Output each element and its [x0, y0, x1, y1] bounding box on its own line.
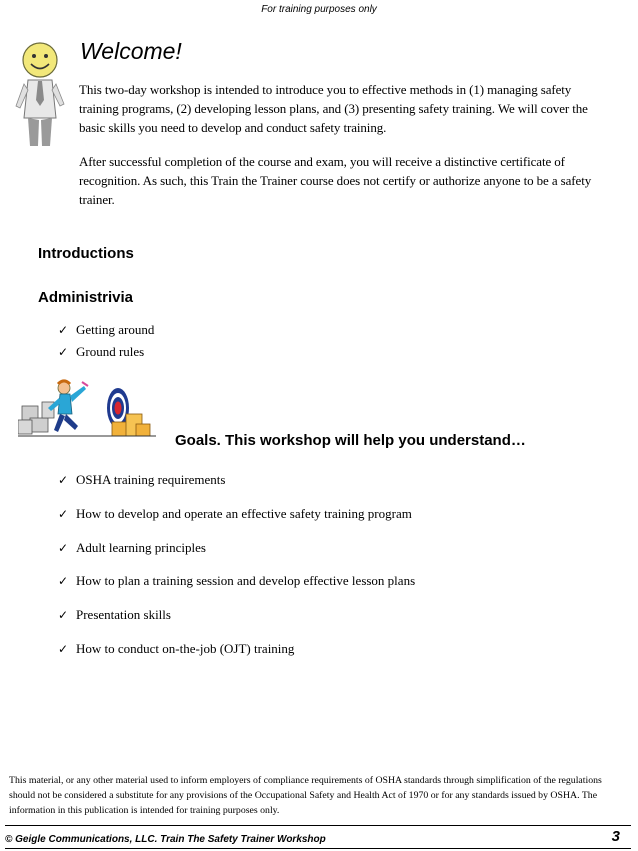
goals-heading: Goals. This workshop will help you understand…: [175, 432, 526, 449]
goal-item-ojt-training: [58, 641, 294, 657]
goal-item-label: Presentation skills: [76, 607, 171, 622]
welcome-paragraph-1: This two-day workshop is intended to introduce you to effective methods in (1) managing safety training programs, (2) developing lesson plans, and (3) presenting safety training. We will cover the basic skills you need to develop and conduct safety training.: [79, 82, 588, 135]
checkmark-icon: ✓: [58, 345, 69, 359]
checkmark-icon: ✓: [58, 541, 69, 555]
checklist-item-getting-around: [58, 322, 154, 338]
introductions-heading: Introductions: [38, 245, 134, 262]
goal-target-illustration: [18, 378, 158, 444]
header-note: For training purposes only: [261, 4, 377, 15]
goal-item-lesson-plans: [58, 573, 415, 589]
checkmark-icon: ✓: [58, 323, 69, 337]
page-number: 3: [611, 828, 620, 845]
goal-item-presentation-skills: [58, 607, 171, 623]
checklist-item-ground-rules: [58, 344, 144, 360]
goal-item-label: OSHA training requirements: [76, 472, 226, 487]
smiley-man-illustration: [14, 40, 66, 150]
checkmark-icon: ✓: [58, 507, 69, 521]
welcome-paragraph-2: After successful completion of the course and exam, you will receive a distinctive certificate of recognition. As such, this Train the Trainer course does not certify or authorize anyone to be a safety trainer.: [79, 154, 592, 207]
administrivia-heading: Administrivia: [38, 289, 134, 306]
footer-bottom-divider: [5, 848, 631, 849]
goal-item-label: How to plan a training session and develop effective lesson plans: [76, 573, 416, 588]
footer-divider: [5, 825, 631, 826]
checkmark-icon: ✓: [58, 642, 69, 656]
goal-item-label: How to conduct on-the-job (OJT) training: [76, 641, 295, 656]
disclaimer-text: This material, or any other material used to inform employers of compliance requirements of OSHA standards through simplification of the regulations should not be considered a substitute for any provisions of the Occupational Safety and Health Act of 1970 or for any standards issued by OSHA. The information in this publication is intended for training purposes only.: [9, 775, 602, 816]
goal-item-adult-learning: [58, 540, 206, 556]
footer-copyright: © Geigle Communications, LLC. Train The Safety Trainer Workshop: [5, 834, 326, 845]
goal-item-safety-program: [58, 506, 412, 522]
checklist-item-label: Getting around: [76, 322, 155, 337]
checkmark-icon: ✓: [58, 473, 69, 487]
welcome-title: Welcome!: [80, 38, 182, 64]
checklist-item-label: Ground rules: [76, 344, 145, 359]
checkmark-icon: ✓: [58, 574, 69, 588]
goal-item-osha-requirements: [58, 472, 225, 488]
goal-item-label: Adult learning principles: [76, 540, 206, 555]
checkmark-icon: ✓: [58, 608, 69, 622]
goal-item-label: How to develop and operate an effective safety training program: [76, 506, 412, 521]
